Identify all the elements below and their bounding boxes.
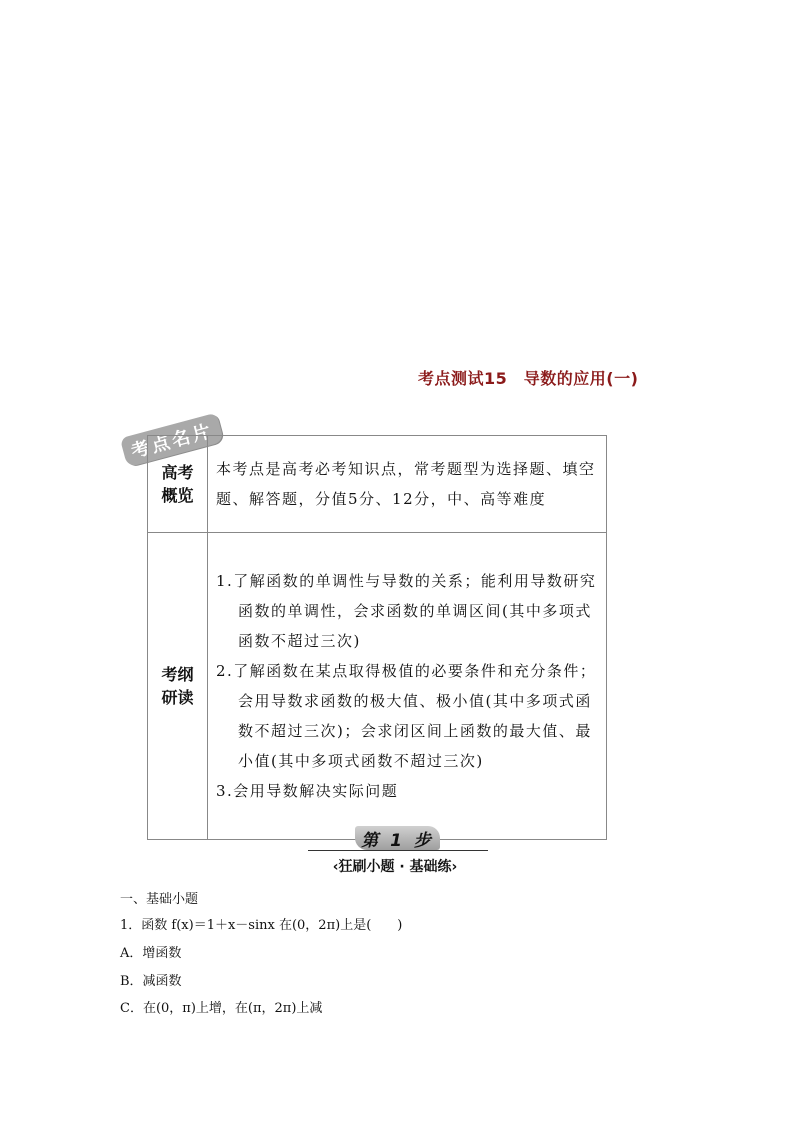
section-heading: 一、基础小题: [120, 892, 199, 907]
row-label-line: 考纲: [161, 665, 194, 684]
option-a: A．增函数: [120, 946, 182, 961]
syllabus-item: 3.会用导数解决实际问题: [216, 782, 399, 800]
row-label: [148, 533, 208, 840]
row-label-line: 研读: [161, 688, 194, 707]
row-label: [148, 436, 208, 533]
option-b: B．减函数: [120, 974, 182, 989]
row-label-line: 高考: [161, 463, 194, 482]
page-title: 考点测试15 导数的应用(一): [418, 369, 639, 388]
syllabus-content: [208, 533, 607, 840]
syllabus-item: 1.了解函数的单调性与导数的关系；能利用导数研究函数的单调性，会求函数的单调区间(其中多项式函数不超过三次): [216, 572, 597, 650]
row-label-line: 概览: [161, 486, 194, 505]
section-badge: 考点名片: [120, 413, 224, 468]
step-divider: [308, 850, 488, 851]
exam-info-table: [147, 435, 607, 840]
table-row: [148, 436, 607, 533]
overview-content: 本考点是高考必考知识点，常考题型为选择题、填空题、解答题，分值5分、12分，中、高等难度: [208, 436, 607, 533]
step-header: [300, 826, 490, 882]
question-text: 1．函数 f(x)＝1＋x－sinx 在(0，2π)上是( ): [120, 918, 403, 933]
option-c: C．在(0，π)上增，在(π，2π)上减: [120, 1001, 323, 1016]
table-row: [148, 533, 607, 840]
step-title: 第 1 步: [355, 826, 440, 850]
step-subtitle: ‹狂刷小题 · 基础练›: [332, 859, 458, 875]
syllabus-item: 2.了解函数在某点取得极值的必要条件和充分条件；会用导数求函数的极大值、极小值(其中多项式函数不超过三次)；会求闭区间上函数的最大值、最小值(其中多项式函数不超过三次): [216, 662, 597, 770]
